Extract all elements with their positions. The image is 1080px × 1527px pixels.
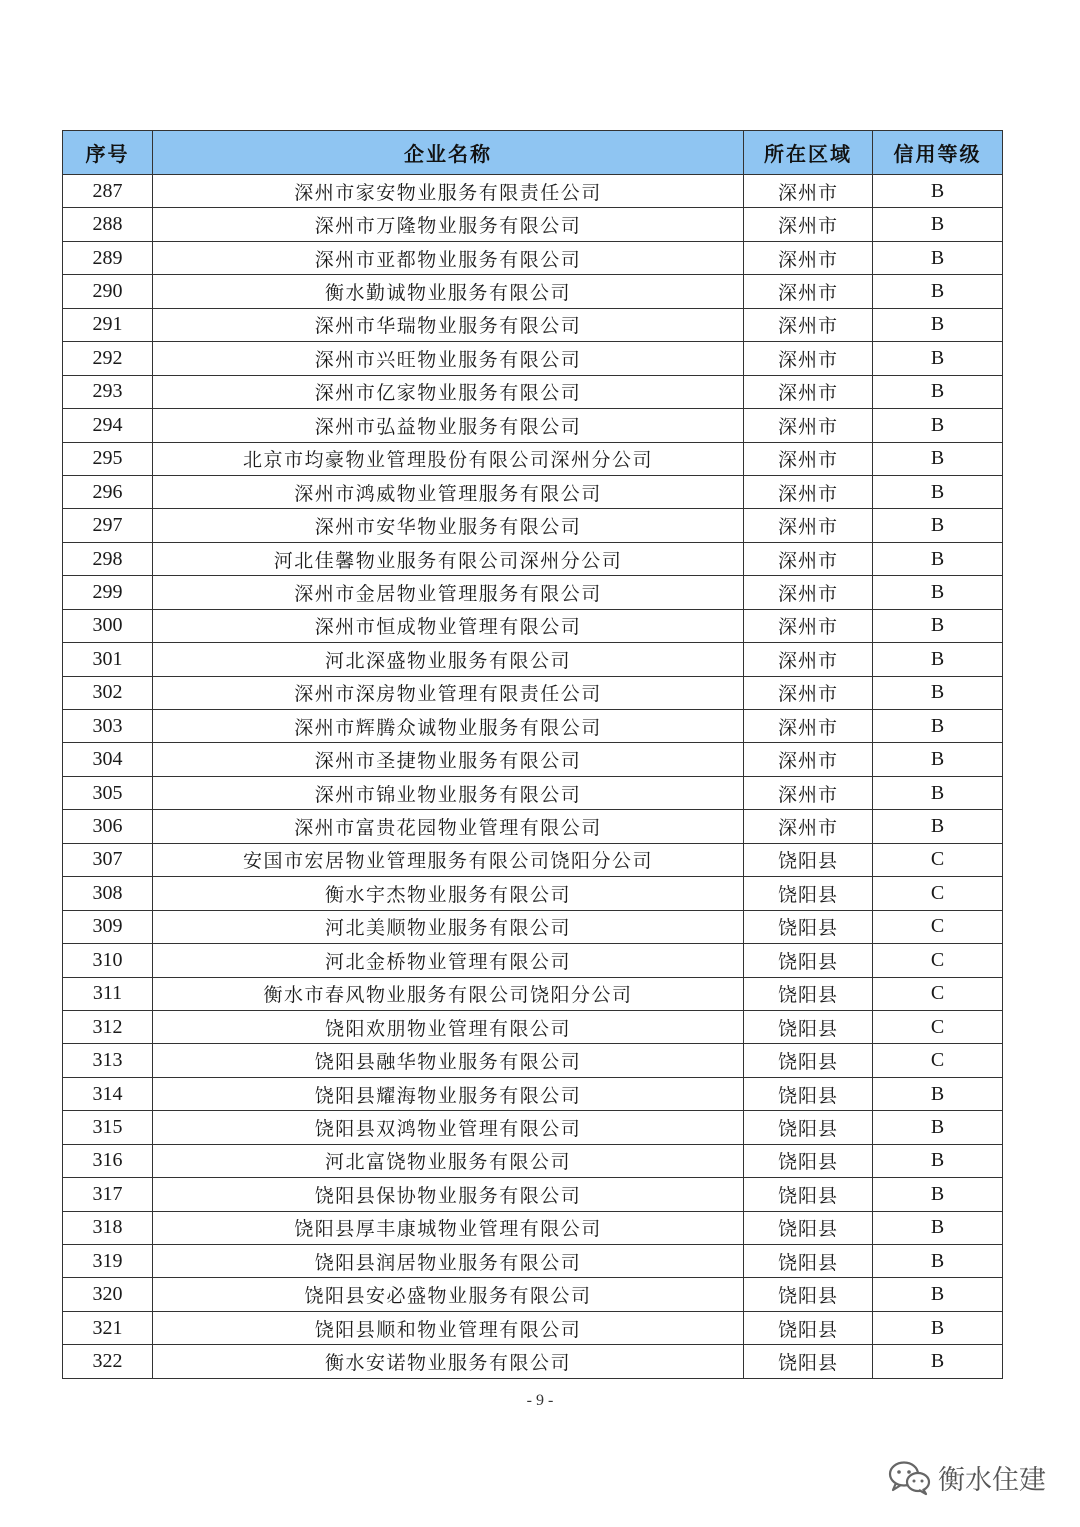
table-row bbox=[63, 1044, 1003, 1077]
company-name-cell: 深州市安华物业服务有限公司 bbox=[153, 509, 744, 542]
company-name-cell: 河北富饶物业服务有限公司 bbox=[153, 1144, 744, 1177]
company-name-cell: 北京市均豪物业管理股份有限公司深州分公司 bbox=[153, 442, 744, 475]
region-cell: 深州市 bbox=[744, 241, 873, 274]
region-cell: 饶阳县 bbox=[744, 1178, 873, 1211]
region-cell: 深州市 bbox=[744, 776, 873, 809]
serial-number-cell: 294 bbox=[63, 409, 153, 442]
region-cell: 饶阳县 bbox=[744, 1278, 873, 1311]
region-cell: 深州市 bbox=[744, 275, 873, 308]
wechat-icon bbox=[888, 1460, 932, 1496]
serial-number-cell: 307 bbox=[63, 843, 153, 876]
region-cell: 饶阳县 bbox=[744, 1111, 873, 1144]
company-name-cell: 深州市兴旺物业服务有限公司 bbox=[153, 342, 744, 375]
table-row bbox=[63, 676, 1003, 709]
credit-grade-cell: B bbox=[873, 676, 1003, 709]
credit-grade-cell: B bbox=[873, 1144, 1003, 1177]
table-row bbox=[63, 208, 1003, 241]
serial-number-cell: 296 bbox=[63, 475, 153, 508]
company-name-cell: 饶阳县保协物业服务有限公司 bbox=[153, 1178, 744, 1211]
credit-grade-cell: B bbox=[873, 509, 1003, 542]
serial-number-cell: 304 bbox=[63, 743, 153, 776]
region-cell: 深州市 bbox=[744, 442, 873, 475]
serial-number-cell: 312 bbox=[63, 1010, 153, 1043]
region-cell: 深州市 bbox=[744, 342, 873, 375]
table-row bbox=[63, 241, 1003, 274]
serial-number-cell: 301 bbox=[63, 643, 153, 676]
table-row bbox=[63, 175, 1003, 208]
company-name-cell: 深州市弘益物业服务有限公司 bbox=[153, 409, 744, 442]
table-row bbox=[63, 710, 1003, 743]
serial-number-cell: 314 bbox=[63, 1077, 153, 1110]
region-cell: 深州市 bbox=[744, 710, 873, 743]
credit-grade-cell: B bbox=[873, 475, 1003, 508]
serial-number-cell: 289 bbox=[63, 241, 153, 274]
region-cell: 深州市 bbox=[744, 676, 873, 709]
credit-grade-cell: B bbox=[873, 442, 1003, 475]
serial-number-cell: 315 bbox=[63, 1111, 153, 1144]
table-row bbox=[63, 308, 1003, 341]
credit-rating-table bbox=[62, 130, 1003, 1379]
company-name-cell: 深州市圣捷物业服务有限公司 bbox=[153, 743, 744, 776]
company-name-cell: 饶阳县安必盛物业服务有限公司 bbox=[153, 1278, 744, 1311]
table-row bbox=[63, 275, 1003, 308]
company-name-cell: 饶阳县润居物业服务有限公司 bbox=[153, 1245, 744, 1278]
table-header-row bbox=[63, 131, 1003, 175]
table-row bbox=[63, 342, 1003, 375]
company-name-cell: 深州市万隆物业服务有限公司 bbox=[153, 208, 744, 241]
company-name-cell: 深州市亿家物业服务有限公司 bbox=[153, 375, 744, 408]
region-cell: 饶阳县 bbox=[744, 1211, 873, 1244]
credit-grade-cell: B bbox=[873, 241, 1003, 274]
region-cell: 饶阳县 bbox=[744, 1311, 873, 1344]
credit-grade-cell: B bbox=[873, 1345, 1003, 1378]
table-row bbox=[63, 776, 1003, 809]
table-row bbox=[63, 609, 1003, 642]
table-body bbox=[63, 175, 1003, 1379]
credit-grade-cell: B bbox=[873, 208, 1003, 241]
table-row bbox=[63, 1111, 1003, 1144]
table-row bbox=[63, 509, 1003, 542]
serial-number-cell: 313 bbox=[63, 1044, 153, 1077]
company-name-cell: 衡水安诺物业服务有限公司 bbox=[153, 1345, 744, 1378]
serial-number-cell: 298 bbox=[63, 542, 153, 575]
table-row bbox=[63, 475, 1003, 508]
credit-grade-cell: B bbox=[873, 1178, 1003, 1211]
credit-grade-cell: B bbox=[873, 609, 1003, 642]
serial-number-cell: 316 bbox=[63, 1144, 153, 1177]
region-cell: 深州市 bbox=[744, 643, 873, 676]
region-cell: 饶阳县 bbox=[744, 1010, 873, 1043]
region-cell: 深州市 bbox=[744, 375, 873, 408]
region-cell: 饶阳县 bbox=[744, 1144, 873, 1177]
credit-grade-cell: C bbox=[873, 843, 1003, 876]
serial-number-cell: 319 bbox=[63, 1245, 153, 1278]
company-name-cell: 衡水市春风物业服务有限公司饶阳分公司 bbox=[153, 977, 744, 1010]
region-cell: 饶阳县 bbox=[744, 944, 873, 977]
serial-number-cell: 311 bbox=[63, 977, 153, 1010]
credit-grade-cell: C bbox=[873, 1010, 1003, 1043]
serial-number-cell: 308 bbox=[63, 877, 153, 910]
company-name-cell: 河北深盛物业服务有限公司 bbox=[153, 643, 744, 676]
serial-number-cell: 288 bbox=[63, 208, 153, 241]
credit-grade-cell: B bbox=[873, 1111, 1003, 1144]
region-cell: 饶阳县 bbox=[744, 1044, 873, 1077]
table-row bbox=[63, 810, 1003, 843]
table-row bbox=[63, 1178, 1003, 1211]
serial-number-cell: 310 bbox=[63, 944, 153, 977]
table-row bbox=[63, 1311, 1003, 1344]
table-row bbox=[63, 542, 1003, 575]
credit-grade-cell: B bbox=[873, 810, 1003, 843]
company-name-cell: 饶阳县融华物业服务有限公司 bbox=[153, 1044, 744, 1077]
credit-grade-cell: B bbox=[873, 1245, 1003, 1278]
serial-number-cell: 303 bbox=[63, 710, 153, 743]
company-name-cell: 深州市华瑞物业服务有限公司 bbox=[153, 308, 744, 341]
table-row bbox=[63, 944, 1003, 977]
header-serial-number: 序号 bbox=[63, 131, 153, 175]
company-name-cell: 河北美顺物业服务有限公司 bbox=[153, 910, 744, 943]
serial-number-cell: 295 bbox=[63, 442, 153, 475]
serial-number-cell: 292 bbox=[63, 342, 153, 375]
credit-grade-cell: B bbox=[873, 643, 1003, 676]
serial-number-cell: 320 bbox=[63, 1278, 153, 1311]
table-row bbox=[63, 910, 1003, 943]
credit-grade-cell: B bbox=[873, 776, 1003, 809]
watermark-text: 衡水住建 bbox=[938, 1465, 1046, 1496]
region-cell: 饶阳县 bbox=[744, 1345, 873, 1378]
company-name-cell: 深州市深房物业管理有限责任公司 bbox=[153, 676, 744, 709]
credit-grade-cell: B bbox=[873, 710, 1003, 743]
table-row bbox=[63, 743, 1003, 776]
table-row bbox=[63, 643, 1003, 676]
region-cell: 深州市 bbox=[744, 542, 873, 575]
company-name-cell: 深州市家安物业服务有限责任公司 bbox=[153, 175, 744, 208]
region-cell: 深州市 bbox=[744, 475, 873, 508]
region-cell: 饶阳县 bbox=[744, 910, 873, 943]
table-row bbox=[63, 877, 1003, 910]
region-cell: 饶阳县 bbox=[744, 977, 873, 1010]
table-row bbox=[63, 375, 1003, 408]
table-row bbox=[63, 1245, 1003, 1278]
header-credit-grade: 信用等级 bbox=[873, 131, 1003, 175]
credit-grade-cell: B bbox=[873, 1077, 1003, 1110]
region-cell: 饶阳县 bbox=[744, 843, 873, 876]
serial-number-cell: 306 bbox=[63, 810, 153, 843]
region-cell: 饶阳县 bbox=[744, 877, 873, 910]
credit-grade-cell: B bbox=[873, 743, 1003, 776]
serial-number-cell: 322 bbox=[63, 1345, 153, 1378]
credit-grade-cell: B bbox=[873, 308, 1003, 341]
company-name-cell: 深州市锦业物业服务有限公司 bbox=[153, 776, 744, 809]
region-cell: 深州市 bbox=[744, 175, 873, 208]
credit-grade-cell: B bbox=[873, 576, 1003, 609]
credit-grade-cell: B bbox=[873, 275, 1003, 308]
region-cell: 深州市 bbox=[744, 810, 873, 843]
credit-grade-cell: B bbox=[873, 542, 1003, 575]
table-row bbox=[63, 409, 1003, 442]
serial-number-cell: 287 bbox=[63, 175, 153, 208]
region-cell: 深州市 bbox=[744, 609, 873, 642]
company-name-cell: 深州市鸿威物业管理服务有限公司 bbox=[153, 475, 744, 508]
serial-number-cell: 309 bbox=[63, 910, 153, 943]
region-cell: 深州市 bbox=[744, 743, 873, 776]
serial-number-cell: 297 bbox=[63, 509, 153, 542]
company-name-cell: 饶阳欢朋物业管理有限公司 bbox=[153, 1010, 744, 1043]
company-name-cell: 饶阳县顺和物业管理有限公司 bbox=[153, 1311, 744, 1344]
region-cell: 深州市 bbox=[744, 409, 873, 442]
serial-number-cell: 293 bbox=[63, 375, 153, 408]
table-row bbox=[63, 442, 1003, 475]
company-name-cell: 安国市宏居物业管理服务有限公司饶阳分公司 bbox=[153, 843, 744, 876]
credit-grade-cell: B bbox=[873, 175, 1003, 208]
table-row bbox=[63, 977, 1003, 1010]
credit-grade-cell: C bbox=[873, 977, 1003, 1010]
region-cell: 饶阳县 bbox=[744, 1245, 873, 1278]
table-row bbox=[63, 1144, 1003, 1177]
credit-grade-cell: B bbox=[873, 342, 1003, 375]
credit-grade-cell: B bbox=[873, 1278, 1003, 1311]
company-name-cell: 深州市金居物业管理服务有限公司 bbox=[153, 576, 744, 609]
credit-grade-cell: C bbox=[873, 944, 1003, 977]
account-watermark bbox=[888, 1458, 1046, 1497]
serial-number-cell: 305 bbox=[63, 776, 153, 809]
company-name-cell: 饶阳县厚丰康城物业管理有限公司 bbox=[153, 1211, 744, 1244]
table-row bbox=[63, 1077, 1003, 1110]
region-cell: 深州市 bbox=[744, 576, 873, 609]
credit-grade-cell: B bbox=[873, 409, 1003, 442]
table-row bbox=[63, 1010, 1003, 1043]
serial-number-cell: 291 bbox=[63, 308, 153, 341]
region-cell: 深州市 bbox=[744, 208, 873, 241]
credit-grade-cell: B bbox=[873, 1211, 1003, 1244]
table-row bbox=[63, 843, 1003, 876]
company-name-cell: 深州市辉腾众诚物业服务有限公司 bbox=[153, 710, 744, 743]
credit-grade-cell: B bbox=[873, 375, 1003, 408]
company-name-cell: 衡水宇杰物业服务有限公司 bbox=[153, 877, 744, 910]
region-cell: 深州市 bbox=[744, 509, 873, 542]
company-name-cell: 河北金桥物业管理有限公司 bbox=[153, 944, 744, 977]
credit-grade-cell: C bbox=[873, 910, 1003, 943]
company-name-cell: 深州市恒成物业管理有限公司 bbox=[153, 609, 744, 642]
region-cell: 饶阳县 bbox=[744, 1077, 873, 1110]
serial-number-cell: 300 bbox=[63, 609, 153, 642]
credit-grade-cell: C bbox=[873, 877, 1003, 910]
serial-number-cell: 302 bbox=[63, 676, 153, 709]
header-region: 所在区域 bbox=[744, 131, 873, 175]
serial-number-cell: 299 bbox=[63, 576, 153, 609]
table-row bbox=[63, 1345, 1003, 1378]
serial-number-cell: 318 bbox=[63, 1211, 153, 1244]
company-name-cell: 衡水勤诚物业服务有限公司 bbox=[153, 275, 744, 308]
company-name-cell: 深州市富贵花园物业管理有限公司 bbox=[153, 810, 744, 843]
company-name-cell: 河北佳馨物业服务有限公司深州分公司 bbox=[153, 542, 744, 575]
serial-number-cell: 317 bbox=[63, 1178, 153, 1211]
table-row bbox=[63, 1278, 1003, 1311]
table-row bbox=[63, 576, 1003, 609]
credit-grade-cell: C bbox=[873, 1044, 1003, 1077]
table-row bbox=[63, 1211, 1003, 1244]
header-company-name: 企业名称 bbox=[153, 131, 744, 175]
credit-grade-cell: B bbox=[873, 1311, 1003, 1344]
company-name-cell: 深州市亚都物业服务有限公司 bbox=[153, 241, 744, 274]
page-number: - 9 - bbox=[526, 1392, 554, 1409]
serial-number-cell: 290 bbox=[63, 275, 153, 308]
company-name-cell: 饶阳县双鸿物业管理有限公司 bbox=[153, 1111, 744, 1144]
serial-number-cell: 321 bbox=[63, 1311, 153, 1344]
company-name-cell: 饶阳县耀海物业服务有限公司 bbox=[153, 1077, 744, 1110]
region-cell: 深州市 bbox=[744, 308, 873, 341]
